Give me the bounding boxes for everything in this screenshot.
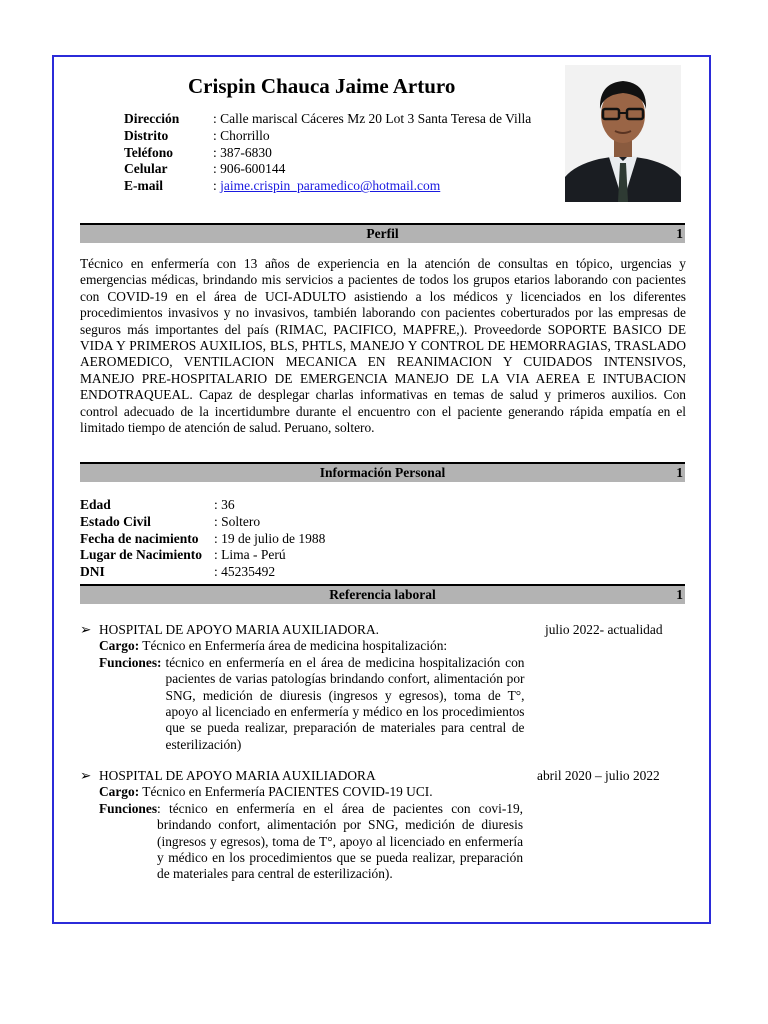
job-company: HOSPITAL DE APOYO MARIA AUXILIADORA. (99, 622, 380, 637)
contact-label: E-mail (124, 178, 163, 194)
job-company: HOSPITAL DE APOYO MARIA AUXILIADORA (99, 768, 376, 783)
info-value: : 36 (214, 497, 235, 512)
section-title: Perfil (366, 226, 399, 241)
info-value: : 45235492 (214, 564, 276, 580)
job-position (80, 638, 690, 654)
info-label: Edad (80, 497, 111, 512)
info-value: : Soltero (214, 513, 261, 529)
section-header-work-reference (80, 584, 685, 604)
job-duties-text: técnico en enfermería en el área de medicina hospitalización con pacientes de varias patologías brindando confort, alimentación por SNG, medición de diuresis (ingresos y egresos), toma de T°, apoyo al licenciado en enfermería y médico en los procedimientos que se pueda realizar, preparación de materiales para central de esterilización) (165, 654, 525, 752)
contact-label: Teléfono (124, 144, 174, 160)
contact-value: : 387-6830 (213, 144, 272, 160)
contact-value: : Chorrillo (213, 127, 270, 143)
job-position-value: Técnico en Enfermería área de medicina hospitalización: (139, 638, 448, 654)
job-header (80, 622, 690, 638)
section-header-perfil (80, 223, 685, 243)
bullet-arrow-icon: ➢ (80, 768, 92, 783)
email-link[interactable]: jaime.crispin_paramedico@hotmail.com (220, 178, 441, 194)
section-header-personal-info (80, 462, 685, 482)
section-number: 1 (676, 226, 683, 241)
contact-row-address (124, 111, 531, 128)
contact-label: Dirección (124, 111, 180, 126)
job-header (80, 768, 690, 784)
job-period: julio 2022- actualidad (545, 622, 663, 637)
section-number: 1 (676, 587, 683, 602)
job-duties-text: : técnico en enfermería en el área de pacientes con covi-19, brindando confort, alimentación por SNG, medición de diuresis (ingresos y egresos), toma de T°, apoyo al licenciado en enfermería y médico en los procedimientos que se pueda realizar, preparación de materiales para central de esterilización). (157, 800, 524, 882)
job-position (80, 784, 690, 800)
info-row-birth-place (80, 547, 325, 564)
bullet-arrow-icon: ➢ (80, 622, 92, 637)
job-duties-label: Funciones (99, 800, 158, 816)
contact-row-district (124, 128, 531, 145)
job-entry (80, 768, 690, 883)
info-row-dni (80, 564, 325, 581)
job-position-label: Cargo: (99, 784, 140, 800)
contact-row-mobile (124, 161, 531, 178)
info-row-birth-date (80, 531, 325, 548)
section-number: 1 (676, 465, 683, 480)
info-label: Estado Civil (80, 513, 151, 529)
job-duties (80, 655, 690, 753)
job-entry (80, 622, 690, 753)
info-row-civil-status (80, 514, 325, 531)
person-photo-icon (565, 65, 681, 202)
job-position-value: Técnico en Enfermería PACIENTES COVID-19 UCI. (139, 784, 433, 800)
email-colon: : (213, 178, 221, 194)
section-title: Referencia laboral (329, 587, 436, 602)
info-label: DNI (80, 564, 105, 580)
candidate-name: Crispin Chauca Jaime Arturo (188, 74, 456, 98)
contact-value: : Calle mariscal Cáceres Mz 20 Lot 3 Santa Teresa de Villa (213, 111, 532, 126)
info-value: : 19 de julio de 1988 (214, 530, 326, 546)
contact-row-phone (124, 145, 531, 162)
info-value: : Lima - Perú (214, 547, 286, 563)
info-label: Fecha de nacimiento (80, 530, 199, 546)
job-position-label: Cargo: (99, 638, 140, 654)
contact-value: : 906-600144 (213, 161, 286, 177)
personal-info-list (80, 497, 325, 581)
info-row-age (80, 497, 325, 514)
contact-label: Distrito (124, 127, 169, 143)
info-label: Lugar de Nacimiento (80, 547, 202, 563)
profile-photo (565, 65, 681, 202)
contact-row-email (124, 178, 531, 195)
contact-block (124, 111, 531, 195)
job-duties (80, 801, 690, 883)
section-title: Información Personal (319, 465, 446, 480)
profile-summary: Técnico en enfermería con 13 años de experiencia en la atención de consultas en tópico, urgencias y emergencias médicas, brindando mis servicios a pacientes de todos los grupos etarios laborando con pacientes con COVID-19 en el área de UCI-ADULTO asistiendo a los médicos y licenciados en los diferentes procedimientos invasivos y no invasivos, también laborando con pacientes coberturados por las empresas de seguros más importantes del país (RIMAC, PACIFICO, MAPFRE,). Proveedorde SOPORTE BASICO DE VIDA Y PRIMEROS AUXILIOS, BLS, PHTLS, MANEJO Y CONTROL DE HEMORRAGIAS, TRASLADO AEROMEDICO, VENTILACION MECANICA EN REANIMACION Y CUIDADOS INTENSIVOS, MANEJO PRE-HOSPITALARIO DE EMERGENCIA MANEJO DE LA VIA AEREA E INTUBACION ENDOTRAQUEAL. Capaz de desplegar charlas informativas en temas de salud y primeros auxilios. Con control adecuado de la incertidumbre durante el encuentro con el paciente generando rápida empatía en el limitado tiempo de atención de salud. Peruano, soltero. (80, 256, 686, 436)
job-duties-label: Funciones: (99, 654, 162, 670)
job-period: abril 2020 – julio 2022 (537, 768, 660, 783)
contact-label: Celular (124, 161, 168, 177)
